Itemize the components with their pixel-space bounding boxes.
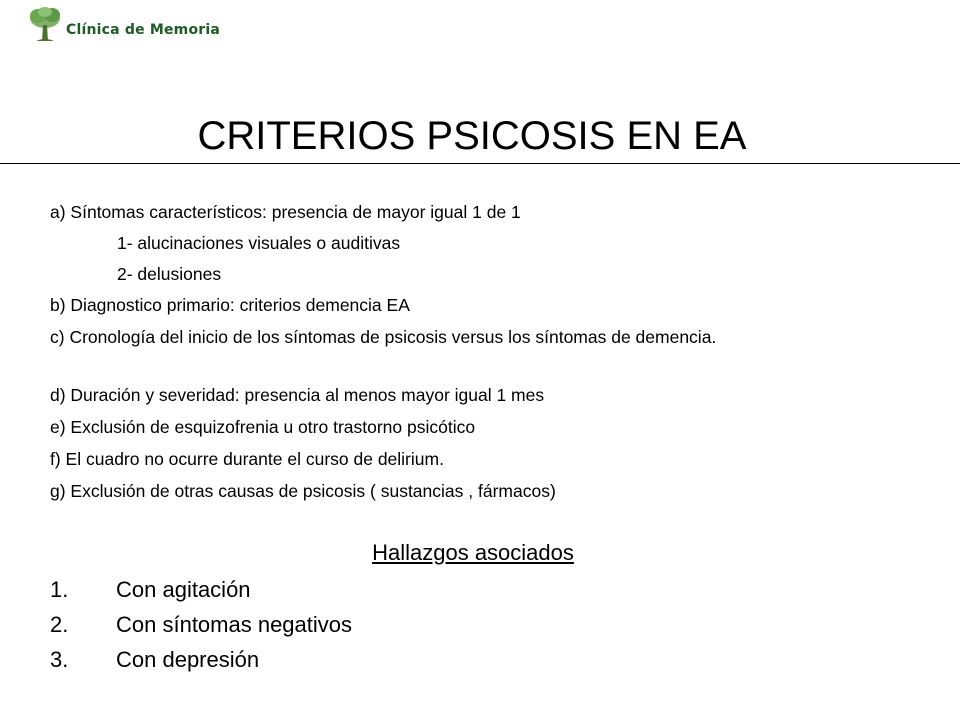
list-item [50,610,352,640]
criterion-b: b) Diagnostico primario: criterios demencia EA [50,295,410,315]
list-item-text: Con depresión [116,647,260,672]
list-item-text: Con síntomas negativos [116,612,353,637]
associated-findings-heading: Hallazgos asociados [372,540,574,565]
criterion-g: g) Exclusión de otras causas de psicosis ( sustancias , fármacos) [50,481,556,501]
list-number: 1. [50,577,69,602]
criterion-e: e) Exclusión de esquizofrenia u otro trastorno psicótico [50,417,476,437]
title-divider [0,163,960,164]
list-item [50,575,251,605]
list-number: 3. [50,647,69,672]
tree-icon [28,5,62,45]
criterion-d: d) Duración y severidad: presencia al menos mayor igual 1 mes [50,385,545,405]
clinic-logo [28,2,220,48]
criterion-a1: 1- alucinaciones visuales o auditivas [117,233,401,253]
list-item-text: Con agitación [116,577,251,602]
list-item [50,645,259,675]
list-number: 2. [50,612,69,637]
criterion-a2: 2- delusiones [117,264,222,284]
logo-text: Clínica de Memoria [66,22,221,38]
criterion-a: a) Síntomas característicos: presencia de mayor igual 1 de 1 [50,202,521,222]
slide-title: CRITERIOS PSICOSIS EN EA [197,114,747,158]
criterion-c: c) Cronología del inicio de los síntomas de psicosis versus los síntomas de demencia. [50,327,717,347]
criterion-f: f) El cuadro no ocurre durante el curso de delirium. [50,449,444,469]
